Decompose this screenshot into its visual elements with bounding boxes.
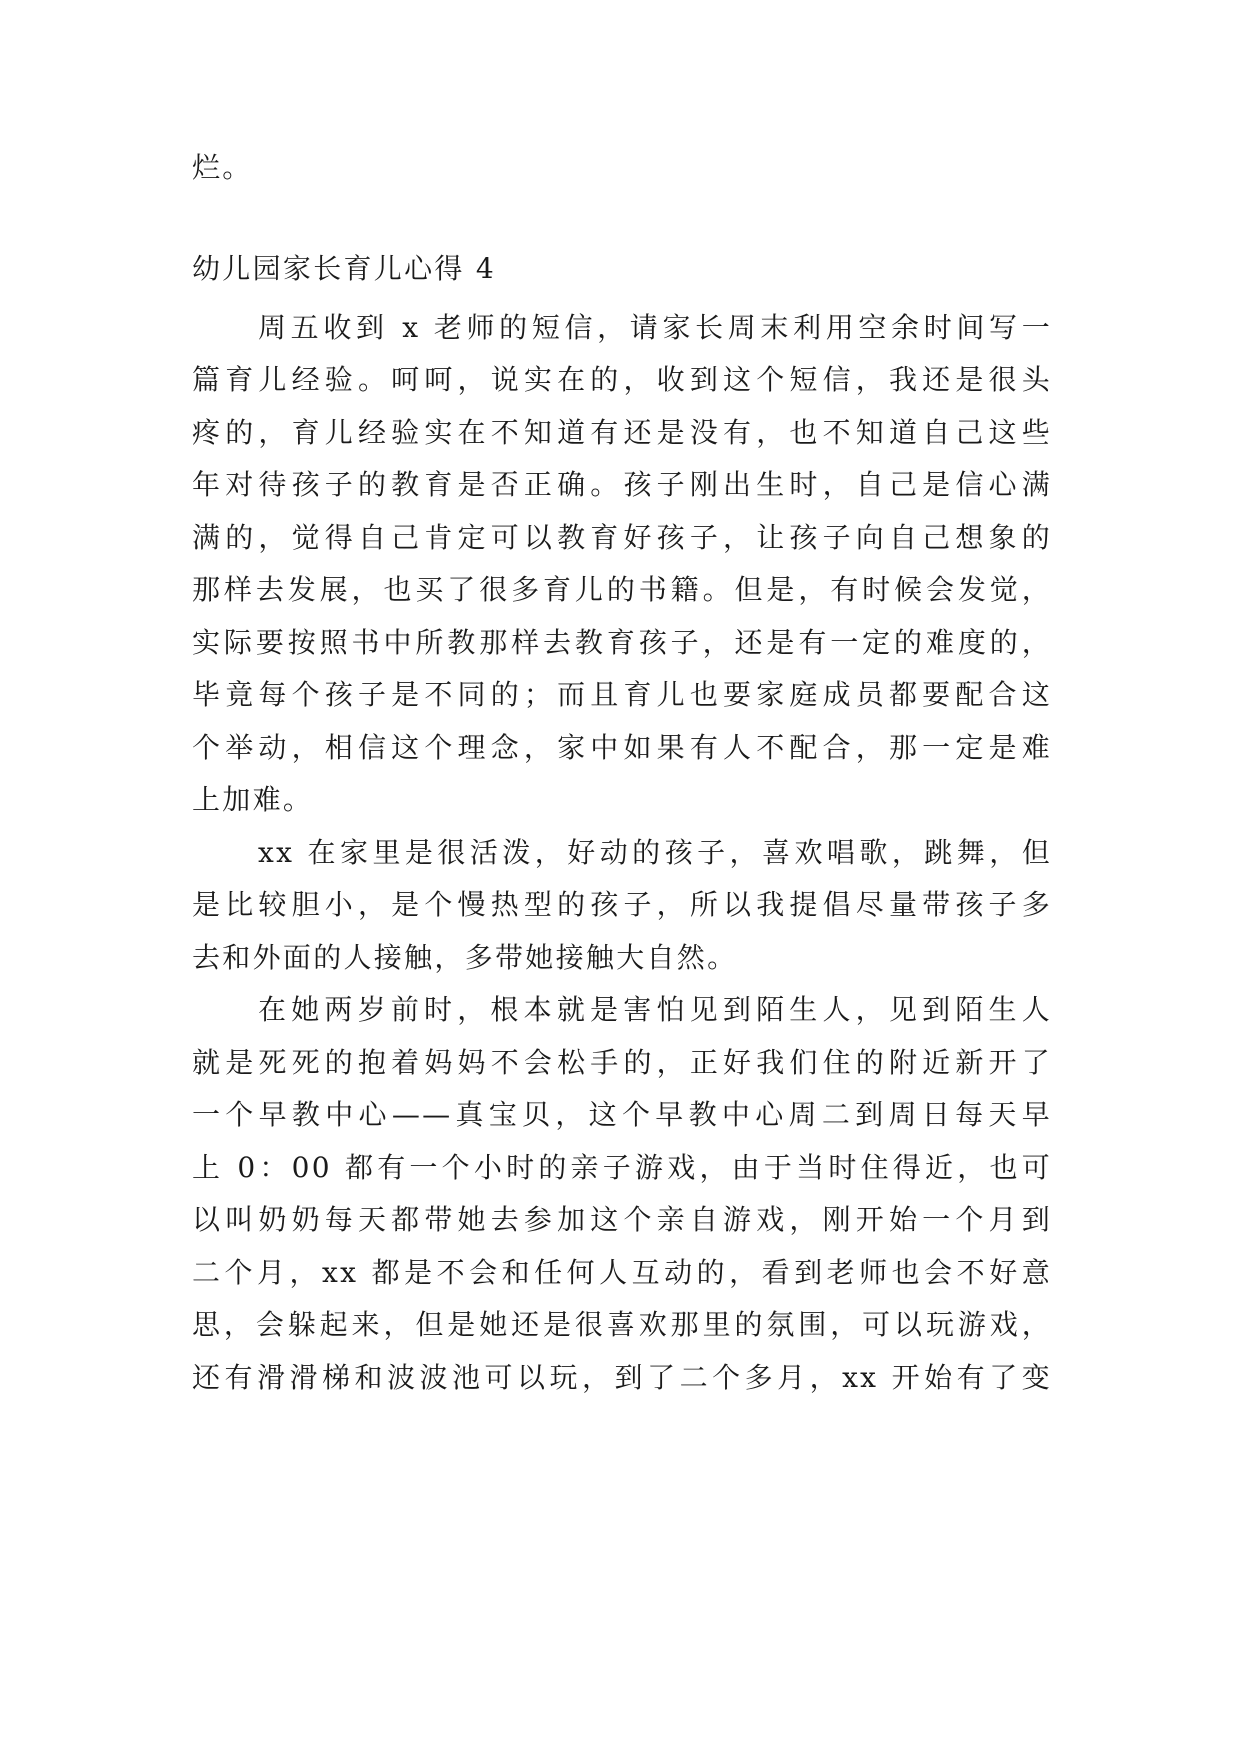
paragraph-line: 在她两岁前时，根本就是害怕见到陌生人，见到陌生人 (258, 993, 1052, 1026)
paragraph-line: xx 在家里是很活泼，好动的孩子，喜欢唱歌，跳舞，但 (258, 836, 1052, 869)
section-heading: 幼儿园家长育儿心得 4 (192, 252, 497, 285)
paragraph-line: 年对待孩子的教育是否正确。孩子刚出生时，自己是信心满 (192, 468, 1052, 501)
paragraph-line: 就是死死的抱着妈妈不会松手的，正好我们住的附近新开了 (192, 1046, 1052, 1079)
paragraph-line: 篇育儿经验。呵呵，说实在的，收到这个短信，我还是很头 (192, 363, 1052, 396)
paragraph-line: 思，会躲起来，但是她还是很喜欢那里的氛围，可以玩游戏， (192, 1308, 1052, 1341)
paragraph-line: 上 0：00 都有一个小时的亲子游戏，由于当时住得近，也可 (192, 1151, 1052, 1184)
paragraph-line: 一个早教中心——真宝贝，这个早教中心周二到周日每天早 (192, 1098, 1052, 1131)
carryover-text: 烂。 (192, 151, 253, 184)
paragraph-line: 还有滑滑梯和波波池可以玩，到了二个多月，xx 开始有了变 (192, 1361, 1052, 1394)
paragraph-line: 满的，觉得自己肯定可以教育好孩子，让孩子向自己想象的 (192, 521, 1052, 554)
paragraph-line: 二个月，xx 都是不会和任何人互动的，看到老师也会不好意 (192, 1256, 1052, 1289)
paragraph-line: 个举动，相信这个理念，家中如果有人不配合，那一定是难 (192, 731, 1052, 764)
paragraph-line: 以叫奶奶每天都带她去参加这个亲自游戏，刚开始一个月到 (192, 1203, 1052, 1236)
paragraph-line: 上加难。 (192, 783, 314, 816)
paragraph-line: 疼的，育儿经验实在不知道有还是没有，也不知道自己这些 (192, 416, 1052, 449)
paragraph-line: 周五收到 x 老师的短信，请家长周末利用空余时间写一 (258, 311, 1052, 344)
paragraph-line: 毕竟每个孩子是不同的；而且育儿也要家庭成员都要配合这 (192, 678, 1052, 711)
paragraph-line: 是比较胆小，是个慢热型的孩子，所以我提倡尽量带孩子多 (192, 888, 1052, 921)
paragraph-line: 去和外面的人接触，多带她接触大自然。 (192, 941, 738, 974)
paragraph-line: 实际要按照书中所教那样去教育孩子，还是有一定的难度的， (192, 626, 1052, 659)
paragraph-line: 那样去发展，也买了很多育儿的书籍。但是，有时候会发觉， (192, 573, 1052, 606)
